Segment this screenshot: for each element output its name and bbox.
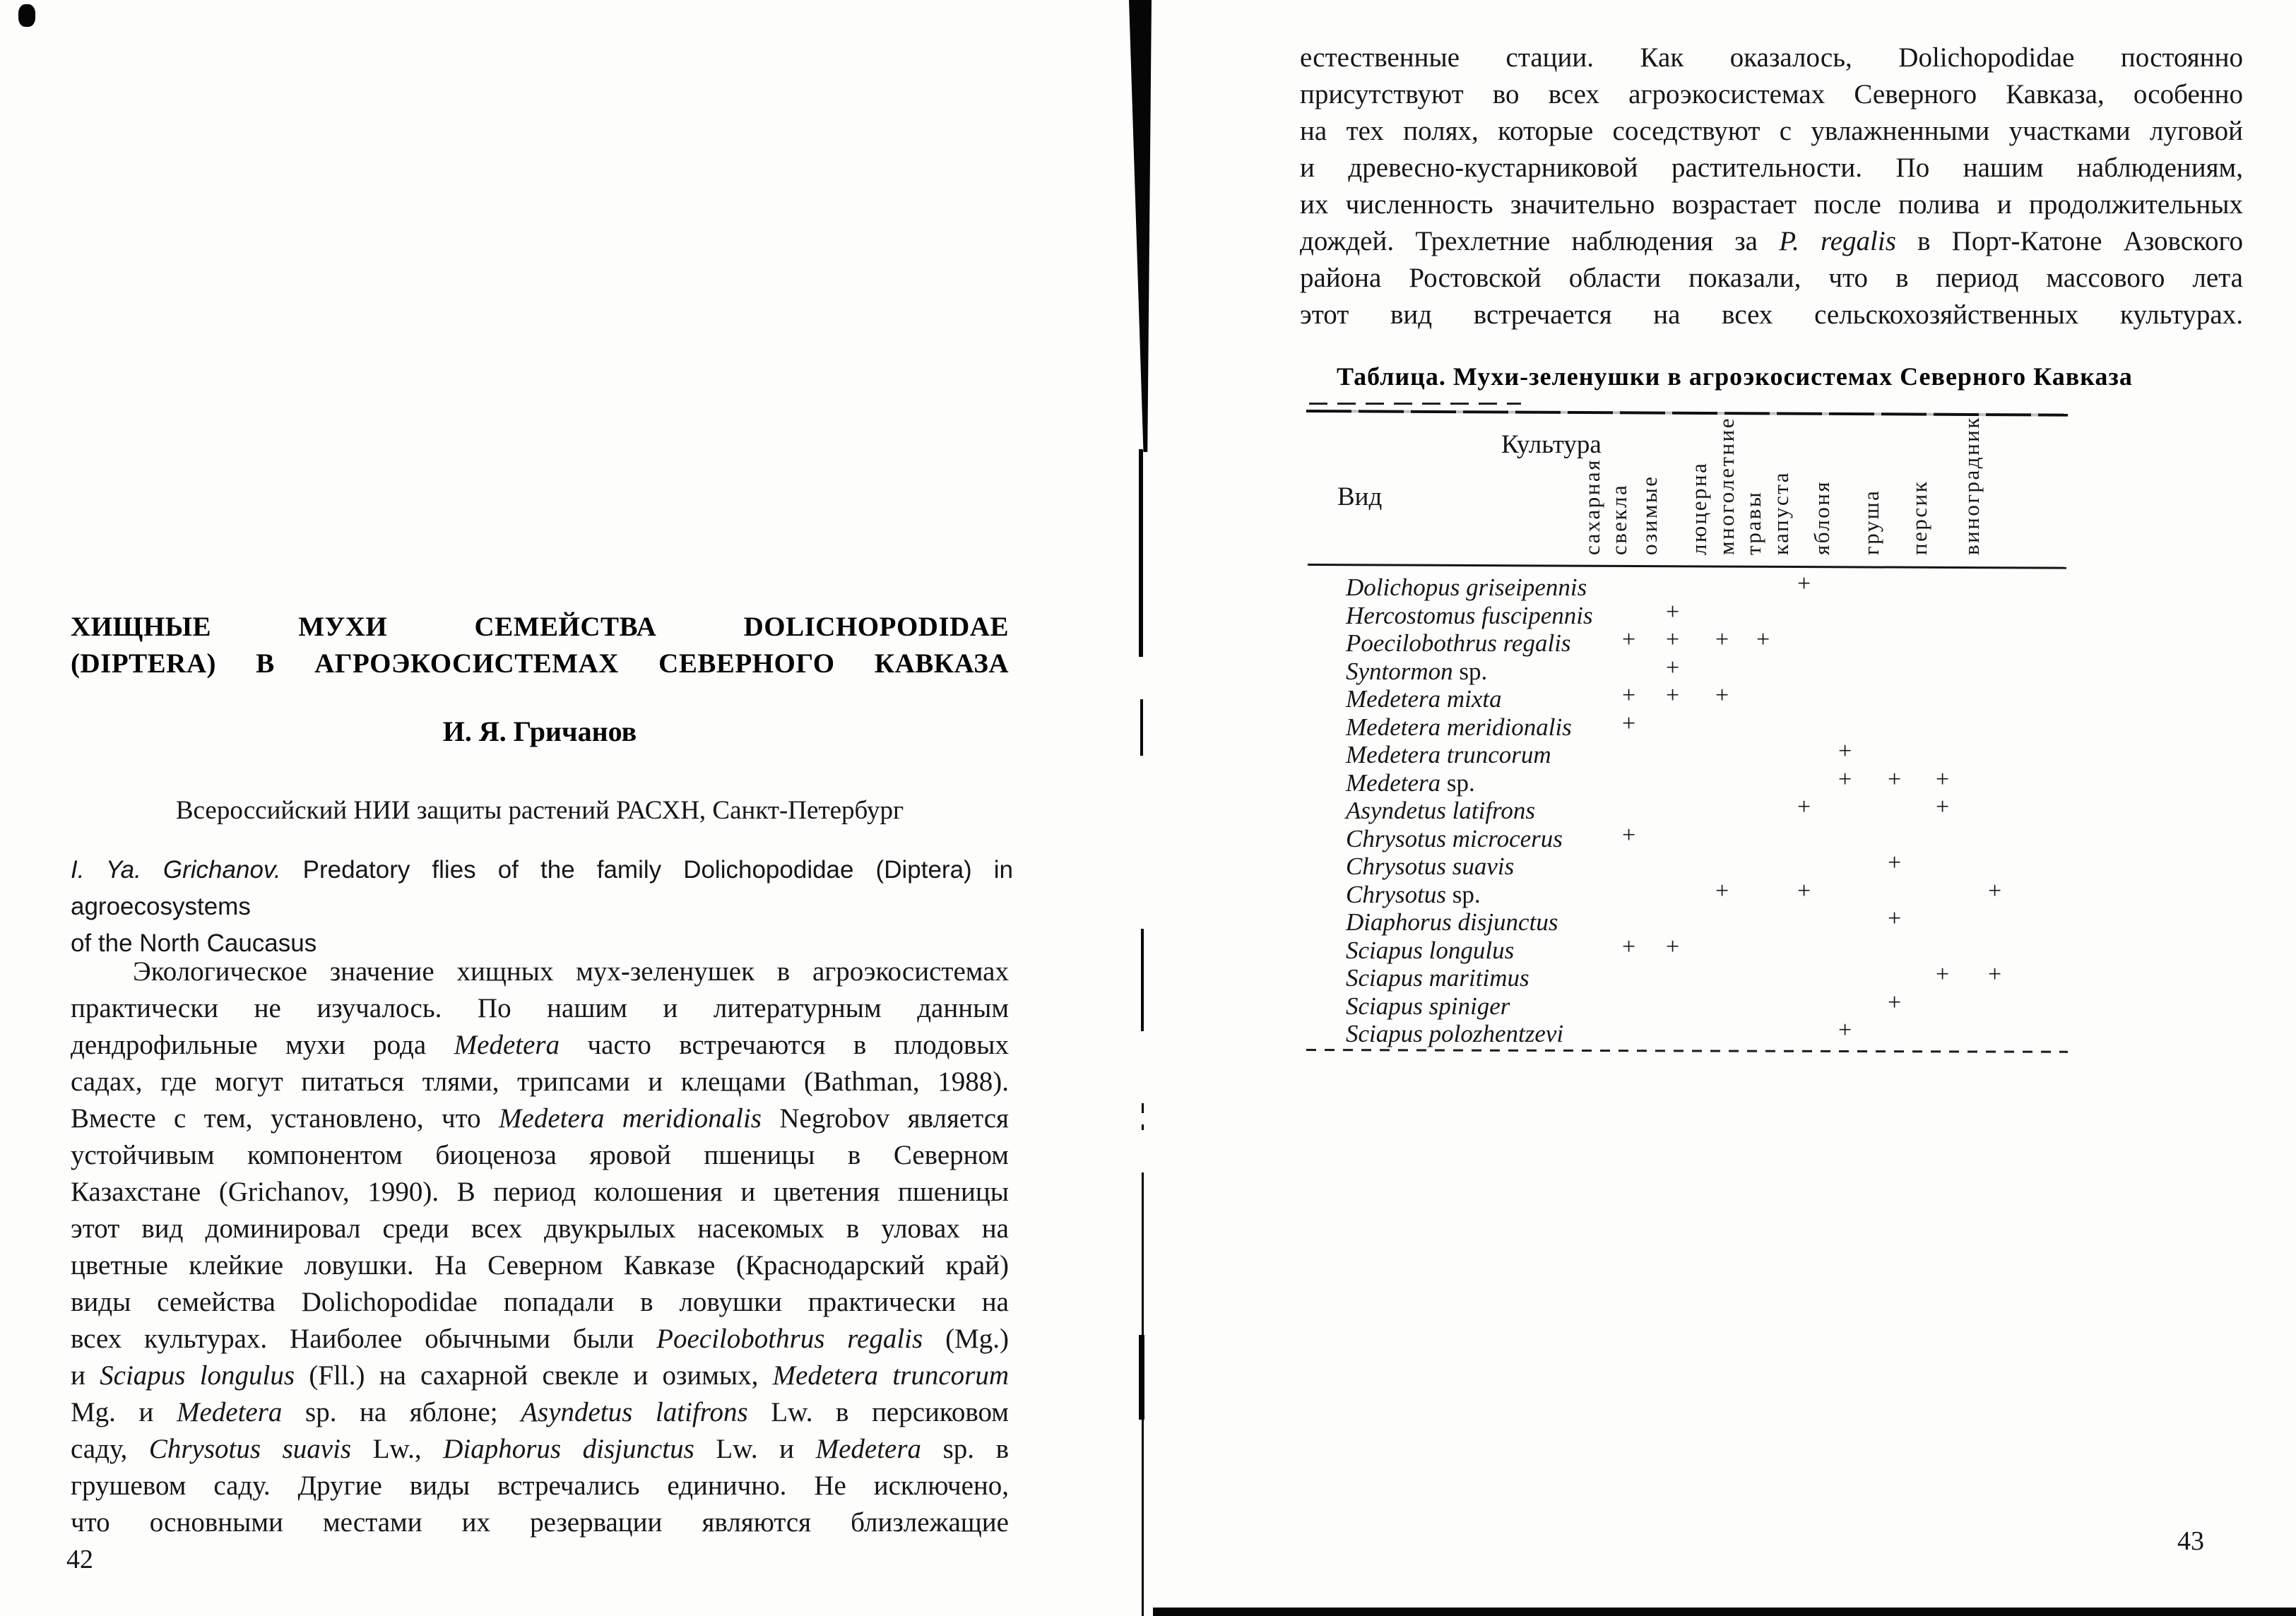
- text-line: естественные стации. Как оказалось, Dolichopodidae постоянно: [1300, 42, 2243, 73]
- presence-mark: +: [1936, 794, 1950, 820]
- table-row: [1310, 961, 2064, 992]
- presence-mark: +: [1988, 961, 2002, 987]
- text-line: (DIPTERA) В АГРОЭКОСИСТЕМАХ СЕВЕРНОГО КАВКАЗА: [71, 648, 1009, 679]
- corner-label-crop: Культура: [1501, 430, 1602, 459]
- table-row: [1310, 738, 2064, 769]
- presence-mark: +: [1797, 794, 1811, 820]
- text-line: саду, Chrysotus suavis Lw., Diaphorus disjunctus Lw. и Medetera sp. в: [71, 1434, 1010, 1464]
- text-line: этот вид доминировал среди всех двукрылых насекомых в уловах на: [71, 1213, 1009, 1244]
- species-name: Syntormon sp.: [1346, 657, 1488, 685]
- text-line: всех культурах. Наиболее обычными были Poecilobothrus regalis (Mg.): [71, 1324, 1009, 1354]
- presence-mark: +: [1622, 626, 1636, 653]
- presence-mark: +: [1888, 850, 1902, 876]
- text-line: дождей. Трехлетние наблюдения за P. regalis в Порт-Катоне Азовского: [1300, 226, 2244, 256]
- text-line: этот вид встречается на всех сельскохозяйственных культурах.: [1300, 299, 2243, 330]
- text-line: садах, где могут питаться тлями, трипсами и клещами (Bathman, 1988).: [71, 1067, 1009, 1097]
- page-number-right: 43: [2177, 1526, 2204, 1556]
- species-name: Medetera mixta: [1346, 685, 1502, 713]
- presence-mark: +: [1756, 626, 1770, 653]
- english-abstract: [71, 852, 1013, 962]
- species-name: Diaphorus disjunctus: [1346, 908, 1558, 936]
- presence-mark: +: [1797, 877, 1811, 904]
- species-name: Sciapus maritimus: [1346, 964, 1529, 992]
- table-row: [1310, 989, 2064, 1021]
- presence-mark: +: [1666, 682, 1680, 708]
- species-name: Chrysotus suavis: [1346, 852, 1515, 880]
- text-line: Экологическое значение хищных мух-зеленушек в агроэкосистемах: [133, 956, 1009, 987]
- presence-mark: +: [1715, 877, 1729, 904]
- affiliation: Всероссийский НИИ защиты растений РАСХН, Санкт-Петербург: [175, 796, 904, 825]
- species-name: Chrysotus microcerus: [1346, 824, 1563, 852]
- gutter-shadow-dot: [1142, 1103, 1144, 1113]
- page-title: [71, 609, 1009, 682]
- species-name: Medetera truncorum: [1346, 741, 1551, 768]
- text-line: их численность значительно возрастает после полива и продолжительных: [1300, 189, 2243, 220]
- text-line: района Ростовской области показали, что в период массового лета: [1300, 263, 2243, 293]
- presence-mark: +: [1622, 933, 1636, 960]
- species-name: Sciapus polozhentzevi: [1346, 1020, 1564, 1047]
- table-row: [1310, 766, 2064, 797]
- species-name: Poecilobothrus regalis: [1346, 629, 1571, 657]
- species-name: Sciapus longulus: [1346, 936, 1515, 964]
- corner-label-species: Вид: [1337, 482, 1383, 511]
- gutter-shadow-segment: [1141, 929, 1144, 1031]
- scan-speck-top-left: [18, 4, 35, 27]
- presence-mark: +: [1936, 766, 1950, 792]
- presence-mark: +: [1622, 682, 1636, 708]
- presence-mark: +: [1666, 598, 1680, 625]
- species-name: Hercostomus fuscipennis: [1346, 601, 1593, 629]
- table-border-bottom: [1306, 1049, 2068, 1053]
- table-row: [1310, 1017, 2064, 1048]
- presence-mark: +: [1715, 626, 1729, 653]
- table-border-top: [1306, 410, 2068, 417]
- right-body-paragraph: [1300, 40, 2243, 333]
- scan-edge-bar-bottom: [1153, 1608, 2296, 1616]
- author: И. Я. Гричанов: [442, 715, 637, 747]
- table-row: [1310, 794, 2064, 825]
- presence-mark: +: [1838, 1017, 1852, 1043]
- presence-mark: +: [1936, 961, 1950, 987]
- species-name: Sciapus spiniger: [1346, 992, 1510, 1020]
- table-border-header: [1308, 564, 2066, 569]
- presence-mark: +: [1888, 905, 1902, 932]
- table-row: [1310, 933, 2064, 965]
- text-line: ХИЩНЫЕ МУХИ СЕМЕЙСТВА DOLICHOPODIDAE: [71, 612, 1009, 642]
- species-name: Chrysotus sp.: [1346, 880, 1481, 908]
- presence-mark: +: [1838, 766, 1852, 792]
- gutter-shadow-segment: [1139, 449, 1143, 657]
- presence-mark: +: [1888, 989, 1902, 1016]
- presence-mark: +: [1666, 933, 1680, 960]
- table-row: [1310, 598, 2064, 630]
- presence-mark: +: [1888, 766, 1902, 792]
- page-number-left: 42: [66, 1545, 93, 1574]
- left-body-paragraph: [71, 953, 1009, 1541]
- presence-mark: +: [1622, 710, 1636, 737]
- text-line: и Sciapus longulus (Fll.) на сахарной свекле и озимых, Medetera truncorum: [71, 1360, 1009, 1391]
- table-row: [1310, 852, 2064, 881]
- text-line: Казахстане (Grichanov, 1990). В период колошения и цветения пшеницы: [71, 1177, 1009, 1207]
- text-line: Вместе с тем, установлено, что Medetera meridionalis Negrobov является: [71, 1103, 1009, 1134]
- table-row: [1310, 571, 2064, 602]
- gutter-shadow-top: [1129, 0, 1152, 452]
- species-name: Medetera sp.: [1346, 768, 1475, 797]
- presence-mark: +: [1797, 571, 1811, 597]
- presence-mark: +: [1622, 821, 1636, 848]
- crops-species-table: Культура Вид сахарная свекла озимые люцерна многолетние травы капуста яблоня груша персик виноградник Dolichopus griseipennis + Hercostomus fuscipennis + Poecilobothrus regalis + + + + Syntormon sp. + Medetera mixta + + + Medetera meridionalis + Medetera truncorum + Medetera sp. + + + Asyndetus latifrons + + Chrysotus microcerus + Chrysotus suavis + Chrysotus sp. + + + Diaphorus disjunctus + Sciapus longulus + + Sciapus maritimus + + Sciapus spiniger + Sciapus polozhentzevi +: [1310, 410, 2064, 1052]
- text-line: цветные клейкие ловушки. На Северном Кавказе (Краснодарский край): [71, 1250, 1009, 1281]
- text-line: что основными местами их резервации являются близлежащие: [71, 1507, 1009, 1538]
- presence-mark: +: [1666, 654, 1680, 681]
- table-caption: Таблица. Мухи-зеленушки в агроэкосистемах Северного Кавказа: [1337, 362, 2133, 391]
- gutter-shadow-blob: [1139, 1335, 1144, 1420]
- text-line: и древесно-кустарниковой растительности. По нашим наблюдениям,: [1300, 153, 2243, 183]
- species-name: Dolichopus griseipennis: [1346, 574, 1587, 601]
- text-line: грушевом саду. Другие виды встречались единично. Не исключено,: [71, 1471, 1009, 1501]
- text-line: I. Ya. Grichanov. Predatory flies of the family Dolichopodidae (Diptera) in agroecosystems: [71, 856, 1014, 920]
- gutter-shadow-segment: [1140, 699, 1143, 756]
- table-row: [1310, 710, 2064, 742]
- table-row: [1310, 905, 2064, 937]
- text-line: на тех полях, которые соседствуют с увлажненными участками луговой: [1300, 116, 2243, 146]
- text-line: устойчивым компонентом биоценоза яровой пшеницы в Северном: [71, 1140, 1009, 1170]
- text-line: практически не изучалось. По нашим и литературным данным: [71, 993, 1009, 1023]
- gutter-shadow-dot: [1142, 1124, 1144, 1130]
- text-line: присутствуют во всех агроэкосистемах Северного Кавказа, особенно: [1300, 79, 2243, 109]
- presence-mark: +: [1988, 877, 2002, 904]
- table-row: [1310, 682, 2064, 713]
- presence-mark: +: [1838, 738, 1852, 764]
- table-row: [1310, 654, 2064, 686]
- presence-mark: +: [1666, 626, 1680, 653]
- species-name: Asyndetus latifrons: [1346, 797, 1536, 824]
- table-row: [1310, 877, 2064, 909]
- presence-mark: +: [1715, 682, 1729, 708]
- text-line: дендрофильные мухи рода Medetera часто встречаются в плодовых: [71, 1030, 1009, 1060]
- text-line: Mg. и Medetera sp. на яблоне; Asyndetus latifrons Lw. в персиковом: [71, 1397, 1009, 1427]
- table-row: [1310, 626, 2064, 658]
- table-row: [1310, 821, 2064, 853]
- species-name: Medetera meridionalis: [1346, 713, 1572, 741]
- text-line: of the North Caucasus: [71, 929, 317, 957]
- table-border-top-extra: [1309, 403, 1521, 405]
- text-line: виды семейства Dolichopodidae попадали в ловушки практически на: [71, 1287, 1009, 1317]
